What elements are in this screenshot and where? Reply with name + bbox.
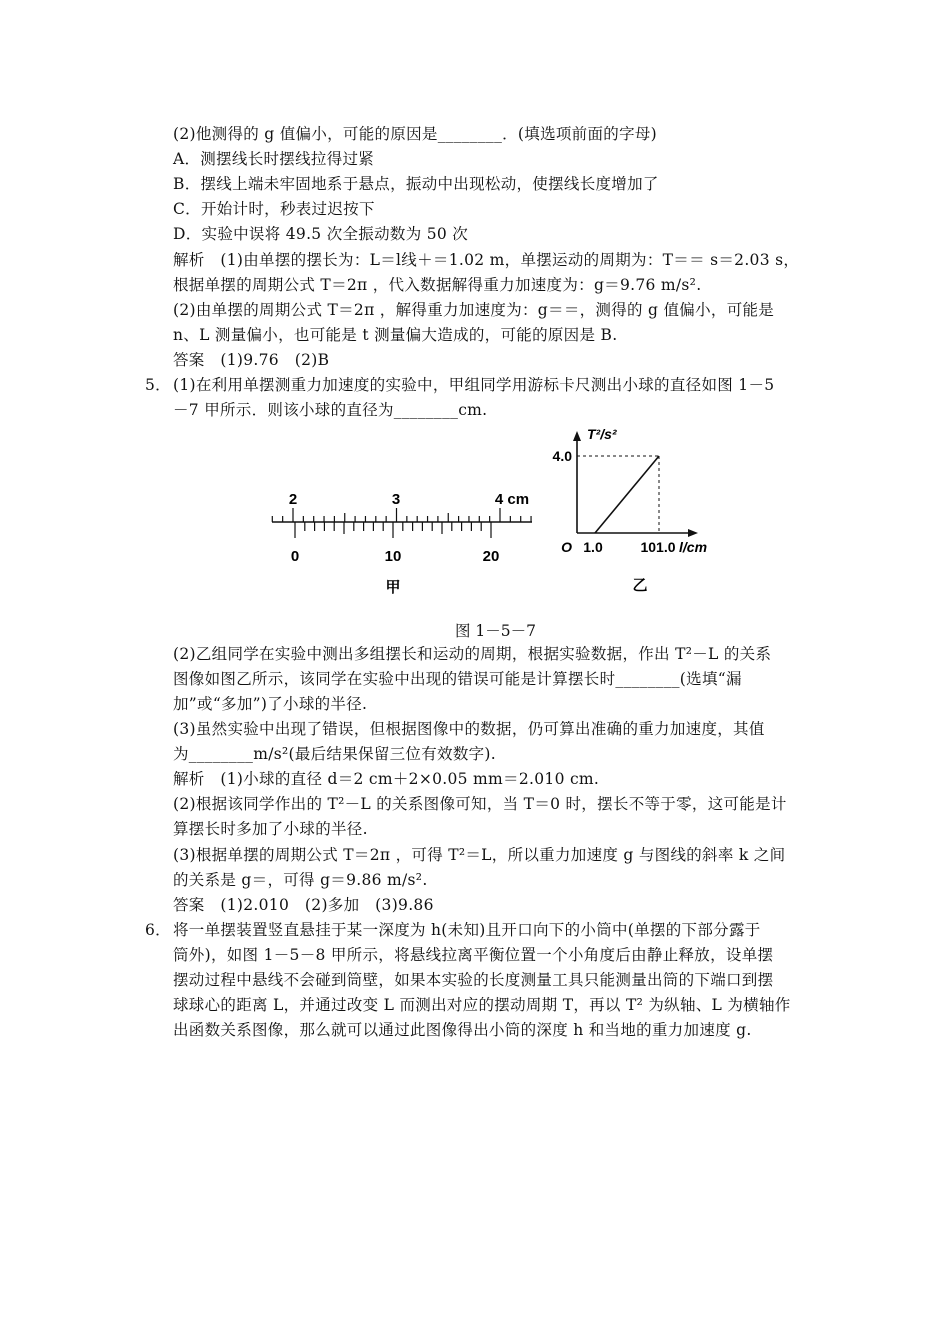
graph-origin: O — [561, 539, 572, 555]
vernier-label-10: 10 — [384, 548, 402, 565]
q4-solution-line4: n、L 测量偏小，也可能是 t 测量偏大造成的，可能的原因是 B. — [173, 326, 618, 344]
q5-part3-line2: 为________m/s²(最后结果保留三位有效数字). — [173, 745, 497, 763]
q4-option-c: C．开始计时，秒表过迟按下 — [173, 200, 375, 218]
q4-solution-line2: 根据单摆的周期公式 T＝2π ，代入数据解得重力加速度为：g＝9.76 m/s². — [173, 276, 702, 294]
main-label-3: 3 — [391, 491, 401, 508]
q6-line3: 摆动过程中悬线不会碰到筒壁，如果本实验的长度测量工具只能测量出筒的下端口到摆 — [173, 971, 774, 989]
q6-number: 6． — [145, 921, 171, 939]
graph-xtick-1: 1.0 — [583, 539, 603, 555]
q5-solution-line4: (3)根据单摆的周期公式 T＝2π ，可得 T²＝L，所以重力加速度 g 与图线的斜率 k 之间 — [173, 846, 786, 864]
q5-part3-line1: (3)虽然实验中出现了错误，但根据图像中的数据，仍可算出准确的重力加速度，其值 — [173, 720, 765, 738]
q4-option-b: B．摆线上端未牢固地系于悬点，振动中出现松动，使摆线长度增加了 — [173, 175, 659, 193]
q5-solution-line3: 算摆长时多加了小球的半径. — [173, 820, 368, 838]
vernier-label-20: 20 — [482, 548, 500, 565]
main-label-2: 2 — [288, 491, 298, 508]
q4-solution-line1: 解析 (1)由单摆的摆长为：L＝l线＋＝1.02 m，单摆运动的周期为：T＝＝ s＝2.03 s， — [173, 251, 800, 269]
q5-part1-line2: －7 甲所示．则该小球的直径为________cm. — [173, 401, 488, 419]
graph-xtick-101: 101.0 — [640, 539, 676, 555]
q5-answer: 答案 (1)2.010 (2)多加 (3)9.86 — [173, 896, 434, 914]
graph-xlabel: l/cm — [679, 539, 708, 555]
q5-number: 5． — [145, 376, 171, 394]
vernier-label-0: 0 — [290, 548, 300, 565]
figure-caption: 图 1－5－7 — [455, 622, 537, 640]
q5-part2-line1: (2)乙组同学在实验中测出多组摆长和运动的周期，根据实验数据，作出 T²－L 的关系 — [173, 645, 772, 663]
main-label-4cm: 4 cm — [494, 491, 530, 508]
q5-solution-line2: (2)根据该同学作出的 T²－L 的关系图像可知，当 T＝0 时，摆长不等于零，这可能是计 — [173, 795, 787, 813]
q5-part2-line3: 加”或“多加”)了小球的半径. — [173, 695, 368, 713]
q5-solution-line1: 解析 (1)小球的直径 d＝2 cm＋2×0.05 mm＝2.010 cm. — [173, 770, 600, 788]
graph-ytick: 4.0 — [552, 448, 572, 464]
x-axis-arrow — [688, 529, 698, 537]
q5-part2-line2: 图像如图乙所示，该同学在实验中出现的错误可能是计算摆长时________(选填“漏 — [173, 670, 742, 688]
q6-line5: 出函数关系图像，那么就可以通过此图像得出小筒的深度 h 和当地的重力加速度 g. — [173, 1021, 752, 1039]
q6-line4: 球球心的距离 L，并通过改变 L 而测出对应的摆动周期 T，再以 T² 为纵轴、L 为横轴作 — [173, 996, 791, 1014]
graph-ylabel: T²/s² — [587, 426, 617, 442]
y-axis-arrow — [573, 431, 581, 441]
graph-name: 乙 — [632, 577, 648, 594]
q4-option-d: D．实验中误将 49.5 次全振动数为 50 次 — [173, 225, 469, 243]
q4-answer: 答案 (1)9.76 (2)B — [173, 351, 330, 369]
main-scale — [272, 508, 532, 538]
data-line — [595, 456, 659, 533]
q4-option-a: A．测摆线长时摆线拉得过紧 — [173, 150, 375, 168]
q4-part2: (2)他测得的 g 值偏小，可能的原因是________．(填选项前面的字母) — [173, 125, 658, 143]
vernier-caliper-figure — [262, 480, 542, 600]
q6-line1: 将一单摆装置竖直悬挂于某一深度为 h(未知)且开口向下的小筒中(单摆的下部分露于 — [173, 921, 761, 939]
q4-solution-line3: (2)由单摆的周期公式 T＝2π ，解得重力加速度为：g＝＝，测得的 g 值偏小，可能是 — [173, 301, 775, 319]
t2-l-graph-figure — [552, 425, 720, 600]
q5-part1-line1: (1)在利用单摆测重力加速度的实验中，甲组同学用游标卡尺测出小球的直径如图 1－5 — [173, 376, 775, 394]
q6-line2: 筒外)，如图 1－5－8 甲所示，将悬线拉离平衡位置一个小角度后由静止释放，设单摆 — [173, 946, 774, 964]
q5-solution-line5: 的关系是 g＝，可得 g＝9.86 m/s². — [173, 871, 428, 889]
caliper-name: 甲 — [385, 579, 401, 596]
